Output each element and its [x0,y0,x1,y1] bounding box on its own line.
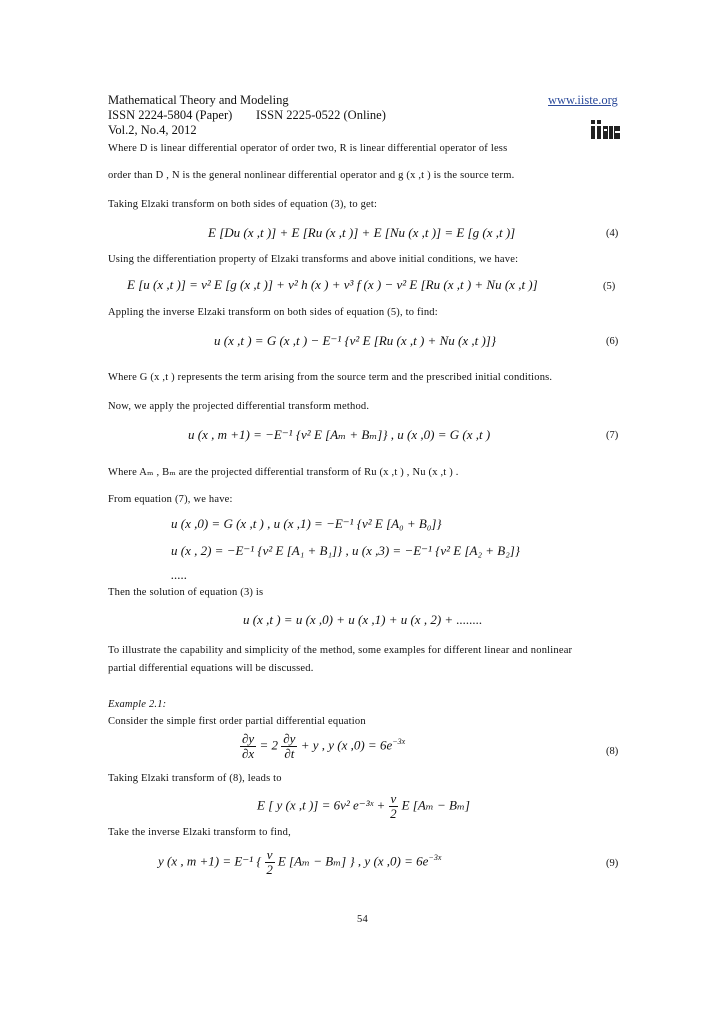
volume-info: Vol.2, No.4, 2012 [108,123,197,137]
page-number: 54 [357,914,368,925]
transformed-equation [257,792,470,821]
equation-9-left: y (x , m +1) = E⁻¹ { [158,853,262,869]
transformed-left: E [ y (x ,t )] = 6v² e⁻³ˣ + [257,797,386,813]
equation-6-number: (6) [606,336,619,347]
fraction-denominator: 2 [266,862,273,877]
equation-7: u (x , m +1) = −E⁻¹ {v² E [Aₘ + Bₘ]} , u (x ,0) = G (x ,t ) [188,427,491,442]
where-d-line: Where D is linear differential operator of order two, R is linear differential operator of less [108,143,508,154]
equals-two: = 2 [259,737,278,753]
where-n-line: order than D , N is the general nonlinear differential operator and g (x ,t ) is the source term. [108,170,515,181]
appling-inverse-text: Appling the inverse Elzaki transform on both sides of equation (5), to find: [108,307,438,318]
equation-8-tail: + y , y (x ,0) = 6e [300,737,393,753]
exponent: −3x [392,737,406,747]
fraction-numerator: ∂y [283,731,296,746]
where-am-bm-line: Where Aₘ , Bₘ are the projected differential transform of Ru (x ,t ) , Nu (x ,t ) . [108,467,459,478]
transformed-right: E [Aₘ − Bₘ] [401,797,470,813]
fraction-denominator: ∂t [284,746,295,761]
fraction-numerator: v [266,847,273,862]
where-g-line: Where G (x ,t ) represents the term arising from the source term and the prescribed initial conditions. [108,372,553,383]
equation-7-number: (7) [606,430,619,441]
consider-pde-text: Consider the simple first order partial differential equation [108,716,366,727]
fraction-numerator: ∂y [242,731,255,746]
journal-title: Mathematical Theory and Modeling [108,93,289,107]
equation-8-number: (8) [606,746,619,757]
issn-online: ISSN 2225-0522 (Online) [256,108,386,122]
v-over-2-fraction [265,848,275,877]
equation-6: u (x ,t ) = G (x ,t ) − E⁻¹ {v² E [Ru (x ,t ) + Nu (x ,t )]} [214,333,497,348]
equation-5-number: (5) [603,281,616,292]
apply-pdtm-text: Now, we apply the projected differential transform method. [108,401,370,412]
taking-transform-8-text: Taking Elzaki transform of (8), leads to [108,773,282,784]
issn-paper: ISSN 2224-5804 (Paper) [108,108,233,122]
dy-dt-fraction [281,732,297,761]
recursion-line-1: u (x ,0) = G (x ,t ) , u (x ,1) = −E⁻¹ {v² E [A₀ + B₀]} [171,516,442,531]
iiste-logo [590,119,622,141]
journal-url-link[interactable]: www.iiste.org [548,93,618,107]
equation-9-right: E [Aₘ − Bₘ] } , y (x ,0) = 6e [277,853,429,869]
recursion-dots: ..... [171,567,188,582]
illustrate-line-1: To illustrate the capability and simplicity of the method, some examples for different linear and nonlinear [108,645,573,656]
solution-series: u (x ,t ) = u (x ,0) + u (x ,1) + u (x , 2) + ........ [243,612,483,627]
equation-9-number: (9) [606,858,619,869]
fraction-denominator: ∂x [242,746,255,761]
exponent: −3x [428,853,442,863]
from-equation-7-text: From equation (7), we have: [108,494,233,505]
fraction-denominator: 2 [390,806,397,821]
equation-8 [240,732,405,761]
equation-4-number: (4) [606,228,619,239]
v-over-2-fraction [389,792,399,821]
recursion-line-2: u (x , 2) = −E⁻¹ {v² E [A₁ + B₁]} , u (x ,3) = −E⁻¹ {v² E [A₂ + B₂]} [171,543,520,558]
inverse-transform-text: Take the inverse Elzaki transform to find, [108,827,291,838]
equation-4: E [Du (x ,t )] + E [Ru (x ,t )] + E [Nu (x ,t )] = E [g (x ,t )] [208,225,516,240]
example-heading: Example 2.1: [108,699,167,710]
taking-transform-text: Taking Elzaki transform on both sides of equation (3), to get: [108,199,378,210]
solution-intro-text: Then the solution of equation (3) is [108,587,264,598]
equation-9 [158,848,441,877]
fraction-numerator: v [390,791,397,806]
equation-5: E [u (x ,t )] = v² E [g (x ,t )] + v² h (x ) + v³ f (x ) − v² E [Ru (x ,t ) + Nu (x ,t )] [127,277,538,292]
dy-dx-fraction [240,732,256,761]
differentiation-property-text: Using the differentiation property of Elzaki transforms and above initial conditions, we have: [108,254,519,265]
illustrate-line-2: partial differential equations will be discussed. [108,663,314,674]
